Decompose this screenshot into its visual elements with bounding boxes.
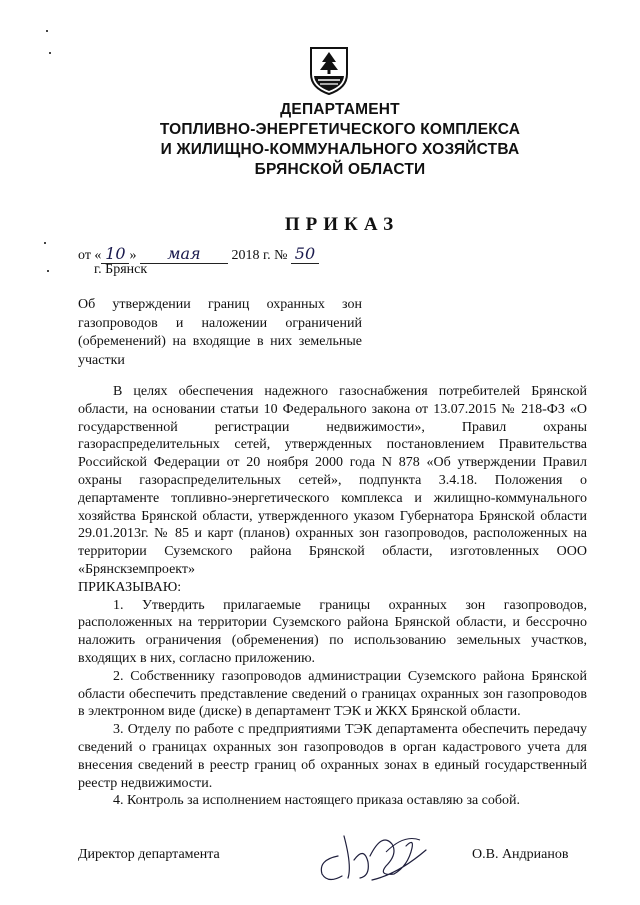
coat-of-arms-emblem bbox=[308, 44, 350, 96]
order-word: ПРИКАЗЫВАЮ: bbox=[78, 579, 182, 595]
order-item: 4. Контроль за исполнением настоящего приказа оставляю за собой. bbox=[113, 793, 521, 809]
date-prefix: от « bbox=[78, 248, 102, 263]
number-label: № bbox=[274, 248, 288, 263]
preamble-paragraph: В целях обеспечения надежного газоснабжения потребителей Брянской области, на основании статьи 10 Федерального закона от 13.07.2015 № 218-ФЗ «О государственной регистрации недвижимости», Правил охраны газораспределительных сетей, утвержденных постановлением Правительства Российской Федерации от 20 ноября 2000 года N 878 «Об утверждении Правил охраны газораспределительных сетей», подпункта 3.4.18. Положения о департаменте топливно-энергетического комплекса и жилищно-коммунального хозяйства Брянской области, утвержденного указом Губернатора Брянской области 29.01.2013г. № 85 и карт (планов) охранных зон газопроводов, расположенных на территории Суземского района Брянской области, изготовленных ООО «Брянскземпроект» bbox=[78, 384, 587, 577]
header-line: И ЖИЛИЩНО-КОММУНАЛЬНОГО ХОЗЯЙСТВА bbox=[160, 141, 520, 158]
signatory-position: Директор департамента bbox=[78, 847, 220, 862]
scan-speck bbox=[44, 242, 46, 244]
handwritten-signature bbox=[308, 826, 448, 886]
header-line: БРЯНСКОЙ ОБЛАСТИ bbox=[254, 161, 426, 178]
date-day: 10 bbox=[101, 244, 129, 264]
date-year: 2018 г. bbox=[231, 248, 271, 263]
department-header bbox=[0, 100, 640, 180]
order-subject: Об утверждении границ охранных зон газопроводов и наложении ограничений (обременений) на входящие в них земельные участки bbox=[78, 297, 362, 368]
scan-speck bbox=[49, 52, 51, 54]
order-number: 50 bbox=[291, 244, 319, 264]
date-quote: » bbox=[129, 248, 137, 263]
header-line: ДЕПАРТАМЕНТ bbox=[280, 101, 400, 118]
order-item: 2. Собственнику газопроводов администрации Суземского района Брянской области обеспечить представление сведений о границах охранных зон газопроводов в электронном виде (диске) в департамент ТЭК и ЖКХ Брянской области. bbox=[78, 668, 587, 720]
date-month: мая bbox=[140, 244, 228, 264]
header-line: ТОПЛИВНО-ЭНЕРГЕТИЧЕСКОГО КОМПЛЕКСА bbox=[159, 121, 521, 138]
scan-speck bbox=[46, 30, 48, 32]
document-title: ПРИКАЗ bbox=[284, 214, 400, 235]
order-item: 1. Утвердить прилагаемые границы охранных зон газопроводов, расположенных на территории Суземского района Брянской области, и бессрочно наложить ограничения (обременения) по использованию земельных участков, входящих в них, согласно приложению. bbox=[78, 597, 587, 666]
city: г. Брянск bbox=[94, 262, 148, 277]
scan-speck bbox=[47, 270, 49, 272]
order-item: 3. Отделу по работе с предприятиями ТЭК департамента обеспечить передачу сведений о границах охранных зон газопроводов в орган кадастрового учета для внесения сведений в реестр границ об охранных зонах в единый государственный реестр недвижимости. bbox=[78, 722, 587, 791]
date-line bbox=[78, 244, 319, 264]
order-body bbox=[78, 383, 587, 810]
signatory-name: О.В. Андрианов bbox=[472, 847, 569, 862]
